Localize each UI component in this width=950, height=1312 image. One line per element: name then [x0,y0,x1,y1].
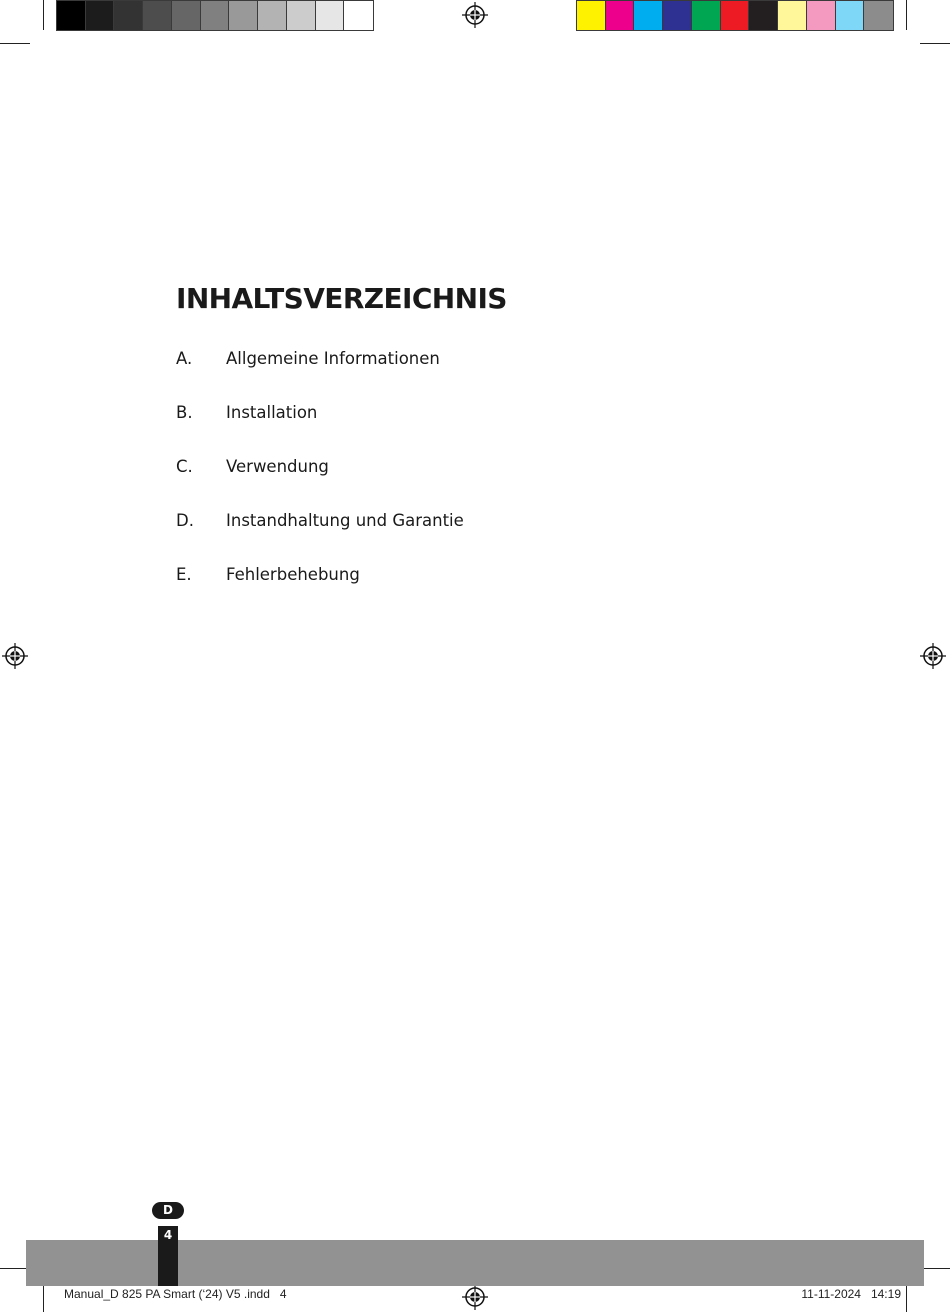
color-swatch [316,1,345,30]
color-swatch [172,1,201,30]
toc-entry-letter: B. [176,403,193,422]
toc-entry [176,511,464,530]
page-number: 4 [163,1228,173,1242]
toc-entry-label: Fehlerbehebung [226,565,360,584]
color-swatch [807,1,836,30]
crop-mark [906,1282,907,1312]
toc-entry-letter: D. [176,511,194,530]
color-swatch [778,1,807,30]
registration-crosshair-icon [2,643,28,669]
crop-mark [920,1268,950,1269]
toc-entry-label: Installation [226,403,318,422]
color-swatch [864,1,893,30]
color-swatch [634,1,663,30]
toc-entry-label: Allgemeine Informationen [226,349,440,368]
toc-entry [176,349,440,368]
crop-mark [43,1282,44,1312]
toc-title: INHALTSVERZEICHNIS [176,282,507,315]
crop-mark [906,0,907,30]
color-swatch [287,1,316,30]
color-swatch [114,1,143,30]
color-swatch [836,1,865,30]
toc-entry-letter: A. [176,349,193,368]
color-swatch [344,1,373,30]
color-swatch [692,1,721,30]
color-swatch [749,1,778,30]
color-swatch [143,1,172,30]
toc-entry-letter: C. [176,457,193,476]
crop-mark [0,43,30,44]
toc-entry-label: Verwendung [226,457,329,476]
slug-datetime: 11-11-2024 14:19 [801,1287,901,1301]
crop-mark [43,0,44,30]
language-badge: D [152,1202,184,1219]
registration-crosshair-icon [462,2,488,28]
grayscale-color-bar [56,0,374,31]
process-color-bar [576,0,894,31]
color-swatch [229,1,258,30]
toc-entry [176,403,317,422]
color-swatch [86,1,115,30]
slug-filename: Manual_D 825 PA Smart (‘24) V5 .indd 4 [64,1287,287,1301]
color-swatch [57,1,86,30]
color-swatch [577,1,606,30]
crop-mark [920,43,950,44]
registration-crosshair-icon [462,1284,488,1310]
registration-crosshair-icon [920,643,946,669]
toc-entry-label: Instandhaltung und Garantie [226,511,464,530]
color-swatch [201,1,230,30]
color-swatch [606,1,635,30]
toc-entry [176,457,329,476]
color-swatch [663,1,692,30]
color-swatch [721,1,750,30]
toc-entry [176,565,360,584]
color-swatch [258,1,287,30]
toc-entry-letter: E. [176,565,192,584]
